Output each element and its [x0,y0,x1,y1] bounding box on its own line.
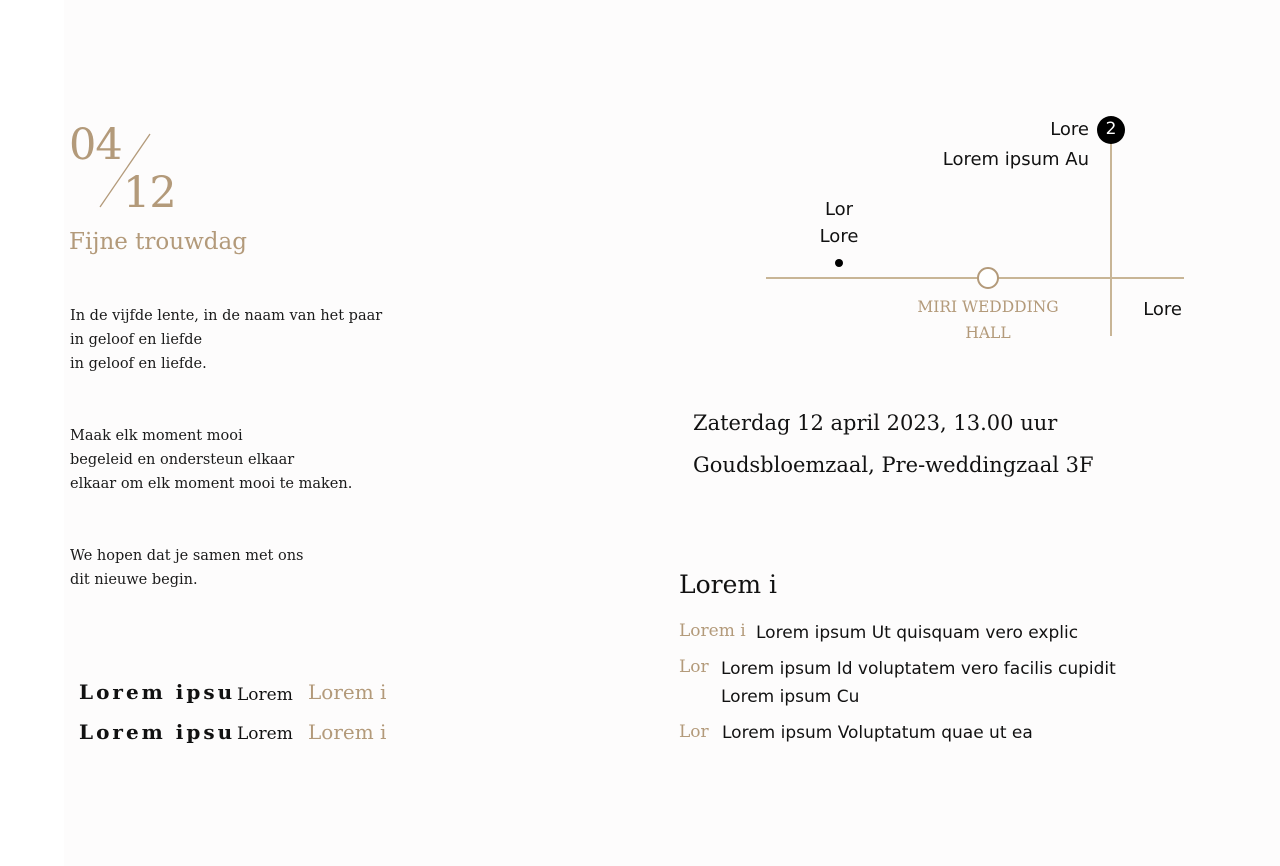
station-badge-number: 2 [1105,119,1117,139]
schedule-time: Lorem i [679,621,746,641]
paragraph-line: Maak elk moment mooi [70,428,243,444]
paragraph-line: begeleid en ondersteun elkaar [70,452,295,468]
signature-person: Lorem i [308,720,387,744]
paragraph-line: dit nieuwe begin. [70,572,198,588]
date-month: 12 [123,168,176,218]
schedule-description [756,619,1078,647]
invitation-paragraph-3 [70,544,303,592]
map-station-sublabel: Lorem ipsum Au [942,149,1089,170]
signature-relation: Lorem [237,685,293,705]
paragraph-line: in geloof en liefde [70,332,203,348]
paragraph-line: We hopen dat je samen met ons [70,548,304,564]
schedule-description [722,719,1033,747]
schedule-line: Lorem ipsum Cu [721,687,860,707]
event-venue: Goudsbloemzaal, Pre-weddingzaal 3F [693,453,1094,477]
greeting-subtitle: Fijne trouwdag [69,229,247,255]
map-landmark-label-1: Lor [824,199,854,220]
venue-marker-icon [978,268,998,288]
landmark-dot-icon [835,259,843,267]
invitation-paragraph-2 [70,424,352,496]
map-landmark-label-2: Lore [819,226,859,247]
schedule-line: Lorem ipsum Ut quisquam vero explic [756,623,1079,643]
event-datetime: Zaterdag 12 april 2023, 13.00 uur [693,411,1058,435]
paragraph-line: elkaar om elk moment mooi te maken. [70,476,353,492]
signature-family-name: Lorem ipsu [79,720,236,744]
signature-person: Lorem i [308,680,387,704]
map-station-label: Lore [1050,119,1089,140]
schedule-time: Lor [679,657,709,677]
venue-hall-line: MIRI WEDDDING [917,298,1059,316]
schedule-line: Lorem ipsum Voluptatum quae ut ea [722,723,1033,743]
schedule-description [721,655,1116,711]
schedule-line: Lorem ipsum Id voluptatem vero facilis cupidit [721,659,1116,679]
venue-hall-label [898,294,1078,346]
paragraph-line: In de vijfde lente, in de naam van het paar [70,308,383,324]
schedule-title: Lorem i [679,570,778,599]
schedule-time: Lor [679,722,709,742]
paragraph-line: in geloof en liefde. [70,356,207,372]
map-road-label: Lore [1143,299,1182,320]
invitation-paragraph-1 [70,304,382,376]
signature-family-name: Lorem ipsu [79,680,236,704]
signature-relation: Lorem [237,724,293,744]
venue-hall-line: HALL [965,324,1011,342]
date-day: 04 [69,120,122,170]
